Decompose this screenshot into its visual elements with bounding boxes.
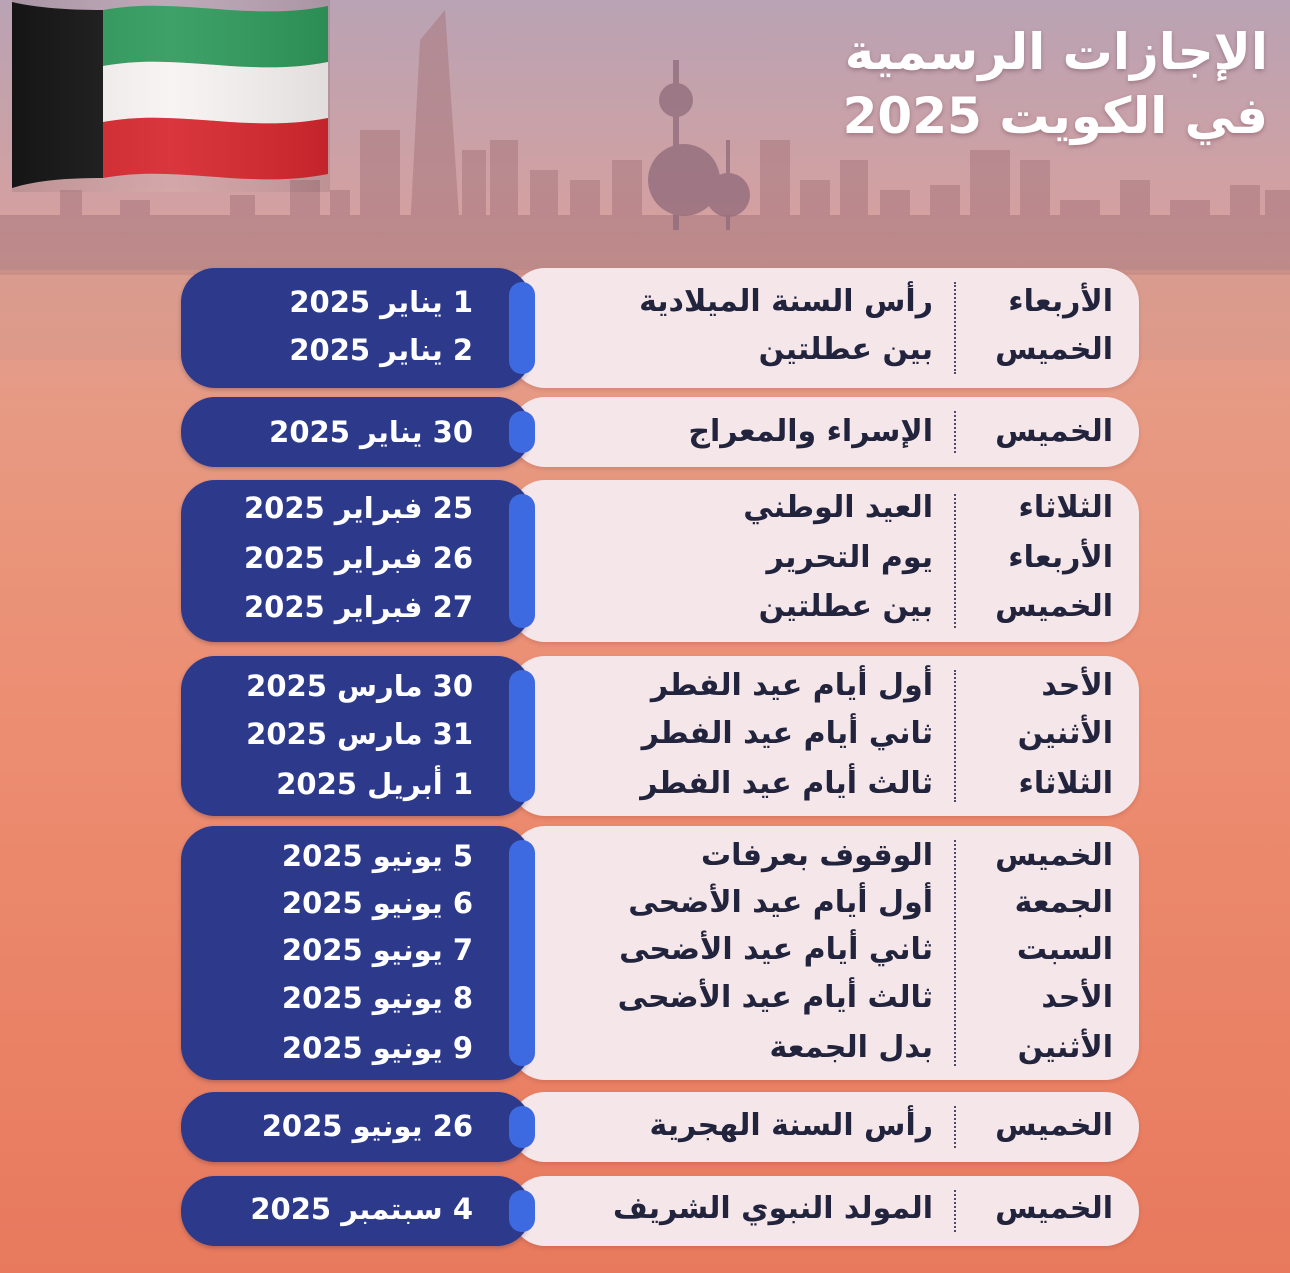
- day-name: الثلاثاء: [1018, 766, 1113, 801]
- holiday-date: 26 يونيو 2025: [261, 1109, 473, 1143]
- holiday-row: [181, 760, 1139, 808]
- day-name: الأربعاء: [1008, 540, 1113, 575]
- day-name: الأثنين: [1017, 1030, 1113, 1065]
- holiday-group-7: [181, 1176, 1139, 1246]
- holiday-date: 26 فبراير 2025: [243, 541, 473, 575]
- holiday-row: [181, 408, 1139, 456]
- holiday-date: 5 يونيو 2025: [281, 839, 473, 873]
- holiday-date: 1 أبريل 2025: [276, 767, 473, 801]
- holiday-group-1: [181, 268, 1139, 388]
- holiday-row: [181, 832, 1139, 880]
- day-name: الأحد: [1041, 980, 1113, 1015]
- day-name: الأربعاء: [1008, 284, 1113, 319]
- day-name: الخميس: [995, 589, 1113, 624]
- holiday-row: [181, 1102, 1139, 1150]
- kuwait-flag-icon: [8, 0, 330, 192]
- holiday-row: [181, 974, 1139, 1022]
- holiday-row: [181, 278, 1139, 326]
- title-line-2: في الكويت 2025: [842, 87, 1268, 145]
- holiday-name: بدل الجمعة: [769, 1030, 933, 1065]
- day-name: الخميس: [995, 838, 1113, 873]
- page-title: [748, 20, 1268, 148]
- day-name: الجمعة: [1014, 885, 1113, 920]
- holiday-row: [181, 583, 1139, 631]
- holiday-date: 30 يناير 2025: [269, 415, 473, 449]
- holiday-row: [181, 534, 1139, 582]
- holiday-date: 4 سبتمبر 2025: [250, 1192, 473, 1226]
- holiday-date: 6 يونيو 2025: [281, 886, 473, 920]
- holiday-group-5: [181, 826, 1139, 1080]
- holiday-row: [181, 484, 1139, 532]
- holiday-date: 9 يونيو 2025: [281, 1031, 473, 1065]
- holiday-name: بين عطلتين: [758, 589, 933, 624]
- holiday-row: [181, 879, 1139, 927]
- title-line-1: الإجازات الرسمية: [844, 23, 1268, 81]
- day-name: الخميس: [995, 1108, 1113, 1143]
- holiday-name: أول أيام عيد الأضحى: [628, 885, 933, 920]
- day-name: الخميس: [995, 414, 1113, 449]
- day-name: الأثنين: [1017, 716, 1113, 751]
- day-name: الخميس: [995, 332, 1113, 367]
- holiday-name: الإسراء والمعراج: [688, 414, 933, 449]
- holiday-name: رأس السنة الميلادية: [639, 284, 933, 319]
- day-name: الخميس: [995, 1191, 1113, 1226]
- holiday-name: ثالث أيام عيد الفطر: [640, 766, 933, 801]
- holiday-date: 25 فبراير 2025: [243, 491, 473, 525]
- holiday-name: يوم التحرير: [766, 540, 933, 575]
- day-name: الثلاثاء: [1018, 490, 1113, 525]
- holiday-date: 7 يونيو 2025: [281, 933, 473, 967]
- holiday-name: الوقوف بعرفات: [700, 838, 933, 873]
- holiday-date: 30 مارس 2025: [246, 669, 473, 703]
- holiday-date: 8 يونيو 2025: [281, 981, 473, 1015]
- holiday-group-4: [181, 656, 1139, 816]
- holiday-date: 31 مارس 2025: [246, 717, 473, 751]
- holiday-row: [181, 662, 1139, 710]
- holiday-row: [181, 926, 1139, 974]
- day-name: السبت: [1016, 932, 1113, 967]
- holiday-name: أول أيام عيد الفطر: [650, 668, 933, 703]
- holiday-name: بين عطلتين: [758, 332, 933, 367]
- holiday-row: [181, 1024, 1139, 1072]
- holiday-name: ثالث أيام عيد الأضحى: [617, 980, 933, 1015]
- holiday-row: [181, 326, 1139, 374]
- holiday-name: ثاني أيام عيد الأضحى: [619, 932, 933, 967]
- holiday-date: 27 فبراير 2025: [243, 590, 473, 624]
- holiday-group-2: [181, 397, 1139, 467]
- holiday-date: 2 يناير 2025: [289, 333, 473, 367]
- day-name: الأحد: [1041, 668, 1113, 703]
- holiday-name: العيد الوطني: [743, 490, 933, 525]
- holiday-row: [181, 710, 1139, 758]
- holiday-group-3: [181, 480, 1139, 642]
- holiday-name: رأس السنة الهجرية: [649, 1108, 933, 1143]
- holiday-date: 1 يناير 2025: [289, 285, 473, 319]
- holiday-group-6: [181, 1092, 1139, 1162]
- holiday-name: المولد النبوي الشريف: [612, 1191, 933, 1226]
- holiday-row: [181, 1185, 1139, 1233]
- holiday-name: ثاني أيام عيد الفطر: [641, 716, 933, 751]
